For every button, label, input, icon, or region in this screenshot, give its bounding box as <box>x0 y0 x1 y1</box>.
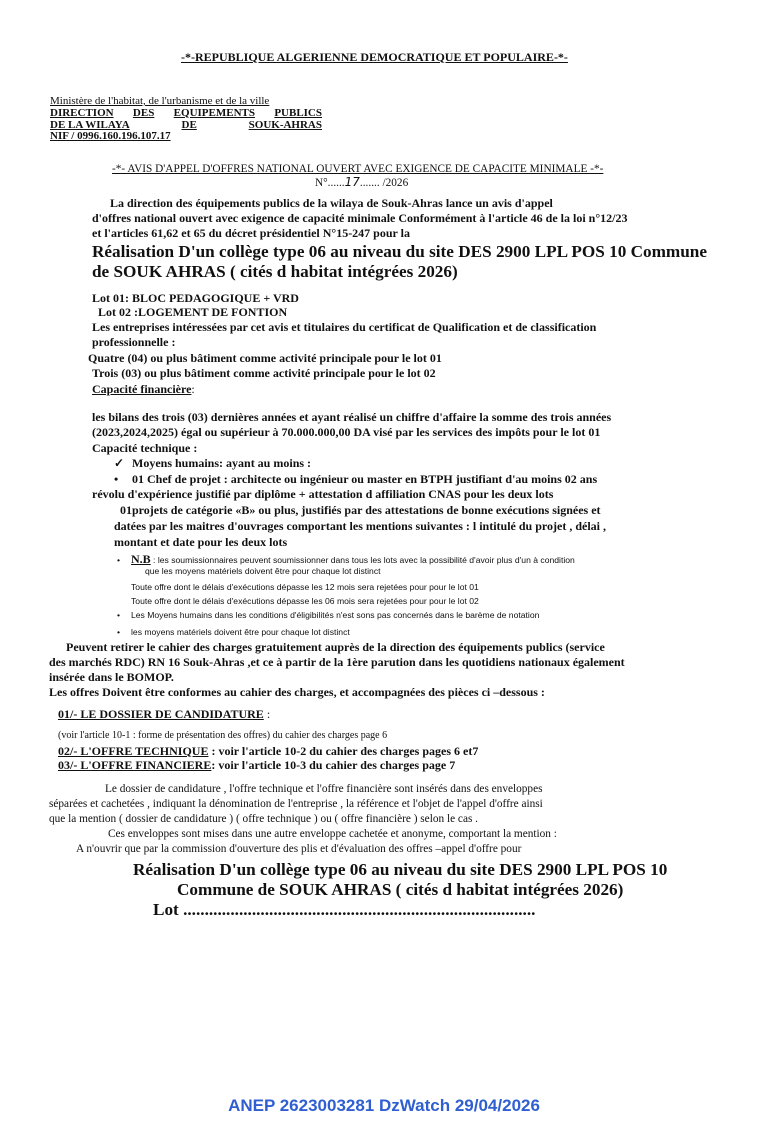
final-lot-line: Lot .................................................................................. <box>153 900 536 919</box>
chef-projet-line-1: • 01 Chef de projet : architecte ou ingénieur ou master en BTPH justifiant d'au moins 02 ans <box>114 472 598 486</box>
nb-line-1: • N.B : les soumissionnaires peuvent soumissionner dans tous les lots avec la possibilité d'avoir plus d'un à condition <box>117 552 575 566</box>
capacite-technique-heading: Capacité technique : <box>92 441 198 455</box>
capacite-financiere-heading: Capacité financière: <box>92 382 195 396</box>
enveloppes-line-5: A n'ouvrir que par la commission d'ouverture des plis et d'évaluation des offres –appel d'offre pour <box>76 843 522 855</box>
nb-line-4: Toute offre dont le délais d'exécutions dépasse les 06 mois sera rejetées pour pour le lot 02 <box>131 596 479 606</box>
lot-02: Lot 02 :LOGEMENT DE FONTION <box>98 305 288 319</box>
enterprises-line-2: professionnelle : <box>92 335 176 349</box>
dossier-candidature-heading: 01/- LE DOSSIER DE CANDIDATURE : <box>58 707 271 721</box>
offres-line: Les offres Doivent être conformes au cahier des charges, et accompagnées des pièces ci –dessous : <box>49 685 545 699</box>
qualification-lot-01: Quatre (04) ou plus bâtiment comme activité principale pour le lot 01 <box>88 351 442 365</box>
nb-line-2: que les moyens matériels doivent être pour chaque lot distinct <box>145 566 381 576</box>
bullet-icon: • <box>117 555 121 565</box>
bilans-line-1: les bilans des trois (03) dernières années et ayant réalisé un chiffre d'affaire la somme des trois années <box>92 410 612 424</box>
chef-projet-line-2: révolu d'expérience justifié par diplôme + attestation d affiliation CNAS pour les deux lots <box>92 487 554 501</box>
nb-label: N.B <box>131 552 151 566</box>
notice-title: -*- AVIS D'APPEL D'OFFRES NATIONAL OUVERT AVEC EXIGENCE DE CAPACITE MINIMALE -*- <box>112 163 604 175</box>
nb-line-5: • Les Moyens humains dans les conditions d'éligibilités n'est sons pas concernés dans le barème de notation <box>117 610 540 620</box>
nb-line-6: • les moyens matériels doivent être pour chaque lot distinct <box>117 627 350 637</box>
notice-number: N°......17....... /2026 <box>315 175 409 189</box>
enterprises-line-1: Les entreprises intéressées par cet avis et titulaires du certificat de Qualification et de classification <box>92 320 597 334</box>
enveloppes-line-3: que la mention ( dossier de candidature ) ( offre technique ) ou ( offre financière ) selon le cas . <box>49 813 479 825</box>
direction-line-2: DE LA WILAYA DE SOUK-AHRAS <box>50 118 322 131</box>
projets-line-2: datées par les maitres d'ouvrages comportant les mentions suivantes : l intitulé du projet , délai , <box>114 519 606 533</box>
bullet-icon: • <box>117 627 121 637</box>
enveloppes-line-2: séparées et cachetées , indiquant la dénomination de l'entreprise , la référence et l'objet de l'appel d'offre ainsi <box>49 798 543 810</box>
bullet-icon: • <box>117 610 121 620</box>
qualification-lot-02: Trois (03) ou plus bâtiment comme activité principale pour le lot 02 <box>92 366 436 380</box>
final-title-line-2: Commune de SOUK AHRAS ( cités d habitat intégrées 2026) <box>177 880 624 899</box>
intro-line-2: d'offres national ouvert avec exigence de capacité minimale Conformément à l'article 46 de la loi n°12/23 <box>92 211 628 225</box>
ministry-line: Ministère de l'habitat, de l'urbanisme et de la ville <box>50 95 270 107</box>
nb-line-3: Toute offre dont le délais d'exécutions dépasse les 12 mois sera rejetées pour pour le lot 01 <box>131 582 479 592</box>
retirer-line-2: des marchés RDC) RN 16 Souk-Ahras ,et ce à partir de la 1ère parution dans les quotidiens nationaux également <box>49 655 625 669</box>
bullet-icon: • <box>114 472 119 486</box>
bilans-line-2: (2023,2024,2025) égal ou supérieur à 70.000.000,00 DA visé par les services des impôts pour le lot 01 <box>92 425 601 439</box>
republic-heading: -*-REPUBLIQUE ALGERIENNE DEMOCRATIQUE ET POPULAIRE-*- <box>181 50 568 64</box>
dossier-detail: (voir l'article 10-1 : forme de présentation des offres) du cahier des charges page 6 <box>58 730 388 741</box>
retirer-line-1: Peuvent retirer le cahier des charges gratuitement auprès de la direction des équipements publics (service <box>66 640 605 654</box>
enveloppes-line-4: Ces enveloppes sont mises dans une autre enveloppe cachetée et anonyme, comportant la mention : <box>108 828 557 840</box>
project-title-line-1: Réalisation D'un collège type 06 au niveau du site DES 2900 LPL POS 10 Commune <box>92 242 707 261</box>
moyens-humains: ✓ Moyens humains: ayant au moins : <box>114 456 312 470</box>
enveloppes-line-1: Le dossier de candidature , l'offre technique et l'offre financière sont insérés dans des enveloppes <box>105 783 543 795</box>
direction-line-1: DIRECTION DES EQUIPEMENTS PUBLICS <box>50 106 322 119</box>
issuer-block <box>50 96 322 143</box>
project-title-line-2: de SOUK AHRAS ( cités d habitat intégrées 2026) <box>92 262 458 281</box>
nif-line: NIF / 0996.160.196.107.17 <box>50 130 171 143</box>
handwritten-number: 17 <box>344 175 360 189</box>
intro-line-3: et l'articles 61,62 et 65 du décret présidentiel N°15-247 pour la <box>92 226 410 240</box>
final-title-line-1: Réalisation D'un collège type 06 au niveau du site DES 2900 LPL POS 10 <box>133 860 668 879</box>
lot-01: Lot 01: BLOC PEDAGOGIQUE + VRD <box>92 291 299 305</box>
projets-line-3: montant et date pour les deux lots <box>114 535 288 549</box>
projets-line-1: 01projets de catégorie «B» ou plus, justifiés par des attestations de bonne exécutions signées et <box>120 503 601 517</box>
check-icon: ✓ <box>114 456 125 470</box>
anep-footer: ANEP 2623003281 DzWatch 29/04/2026 <box>228 1096 540 1115</box>
intro-line-1: La direction des équipements publics de la wilaya de Souk-Ahras lance un avis d'appel <box>110 196 553 210</box>
offre-technique: 02/- L'OFFRE TECHNIQUE : voir l'article 10-2 du cahier des charges pages 6 et7 <box>58 744 479 758</box>
offre-financiere: 03/- L'OFFRE FINANCIERE: voir l'article 10-3 du cahier des charges page 7 <box>58 758 456 772</box>
retirer-line-3: insérée dans le BOMOP. <box>49 670 174 684</box>
